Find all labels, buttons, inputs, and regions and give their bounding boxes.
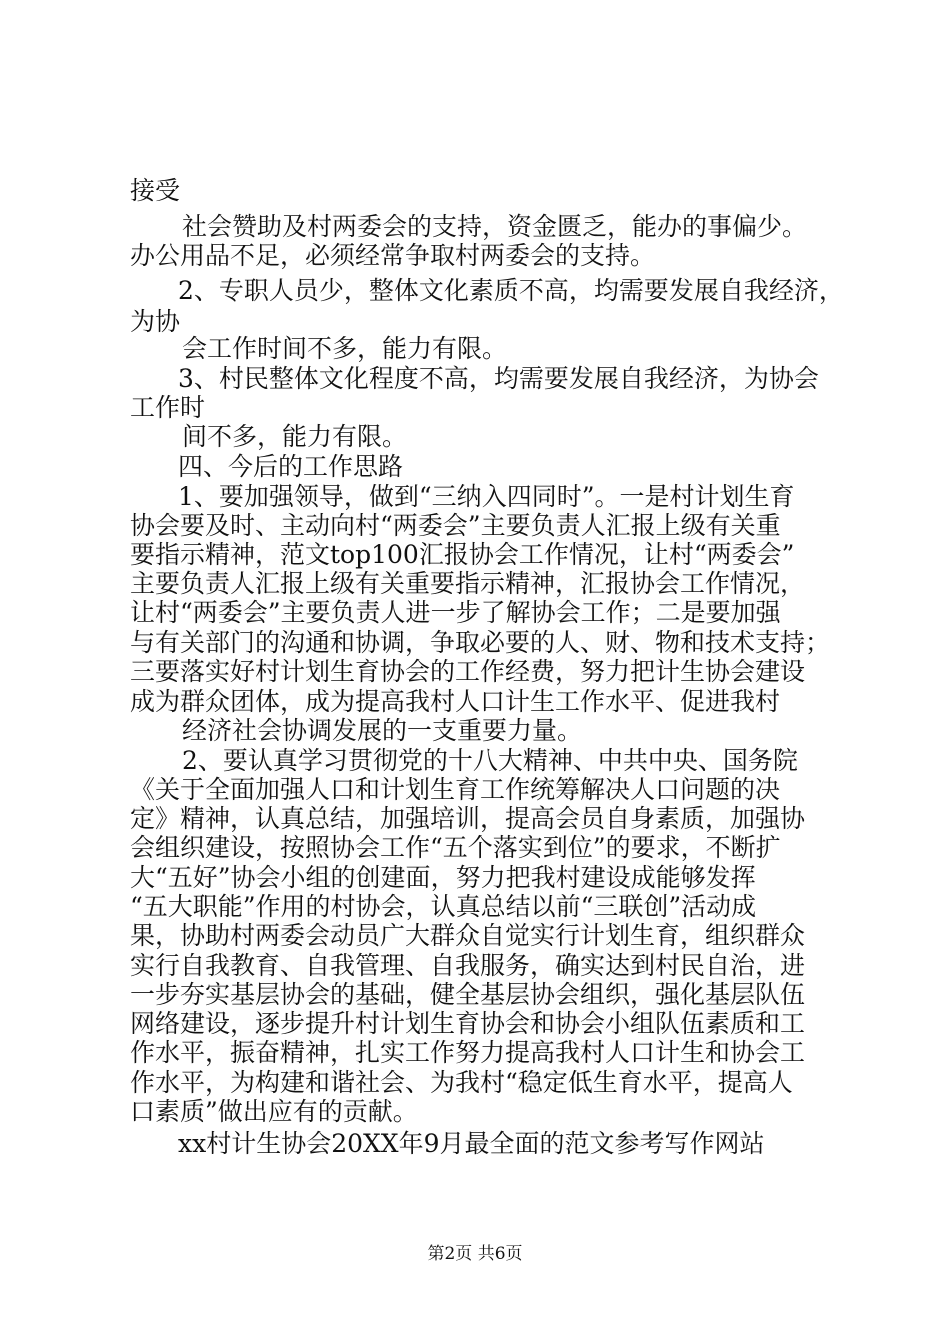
text-line: 《关于全面加强人口和计划生育工作统筹解决人口问题的决 — [130, 775, 781, 804]
text-line: “五大职能”作用的村协会，认真总结以前“三联创”活动成 — [130, 892, 757, 921]
text-line: 定》精神，认真总结，加强培训，提高会员自身素质，加强协 — [130, 804, 806, 833]
text-line: 与有关部门的沟通和协调，争取必要的人、财、物和技术支持； — [130, 628, 831, 657]
text-line: 工作时 — [130, 393, 206, 422]
text-line: 大“五好”协会小组的创建面，努力把我村建设成能够发挥 — [130, 863, 756, 892]
text-line: 1、要加强领导，做到“三纳入四同时”。一是村计划生育 — [178, 482, 795, 511]
text-line: 2、要认真学习贯彻党的十八大精神、中共中央、国务院 — [182, 746, 798, 775]
text-line: 一步夯实基层协会的基础，健全基层协会组织，强化基层队伍 — [130, 980, 806, 1009]
text-line: 成为群众团体，成为提高我村人口计生工作水平、促进我村 — [130, 687, 781, 716]
text-line: 会工作时间不多，能力有限。 — [182, 334, 508, 363]
text-line: 要指示精神，范文top100汇报协会工作情况，让村“两委会” — [130, 540, 795, 569]
text-line: 3、村民整体文化程度不高，均需要发展自我经济，为协会 — [178, 364, 819, 393]
text-line: 办公用品不足，必须经常争取村两委会的支持。 — [130, 241, 656, 270]
text-line: 作水平，为构建和谐社会、为我村“稳定低生育水平，提高人 — [130, 1068, 793, 1097]
text-line: 会组织建设，按照协会工作“五个落实到位”的要求，不断扩 — [130, 833, 781, 862]
text-line: 果，协助村两委会动员广大群众自觉实行计划生育，组织群众 — [130, 921, 806, 950]
text-line: 间不多，能力有限。 — [182, 422, 408, 451]
page-number-footer: 第2页 共6页 — [427, 1244, 523, 1264]
signature-line: xx村计生协会20XX年9月最全面的范文参考写作网站 — [178, 1129, 765, 1158]
text-line: 为协 — [130, 307, 181, 336]
text-line: 协会要及时、主动向村“两委会”主要负责人汇报上级有关重 — [130, 511, 781, 540]
text-line: 2、专职人员少，整体文化素质不高，均需要发展自我经济， — [178, 276, 844, 305]
text-line: 网络建设，逐步提升村计划生育协会和协会小组队伍素质和工 — [130, 1009, 806, 1038]
text-line: 实行自我教育、自我管理、自我服务，确实达到村民自治，进 — [130, 951, 806, 980]
text-line: 作水平，振奋精神，扎实工作努力提高我村人口计生和协会工 — [130, 1038, 806, 1067]
text-line: 让村“两委会”主要负责人进一步了解协会工作；二是要加强 — [130, 598, 781, 627]
text-line: 经济社会协调发展的一支重要力量。 — [182, 716, 583, 745]
text-line: 主要负责人汇报上级有关重要指示精神，汇报协会工作情况， — [130, 569, 806, 598]
text-line: 社会赞助及村两委会的支持，资金匮乏，能办的事偏少。 — [182, 212, 808, 241]
text-line: 口素质”做出应有的贡献。 — [130, 1097, 418, 1126]
section-heading: 四、今后的工作思路 — [178, 452, 404, 481]
text-line: 接受 — [130, 176, 181, 205]
text-line: 三要落实好村计划生育协会的工作经费，努力把计生协会建设 — [130, 657, 806, 686]
